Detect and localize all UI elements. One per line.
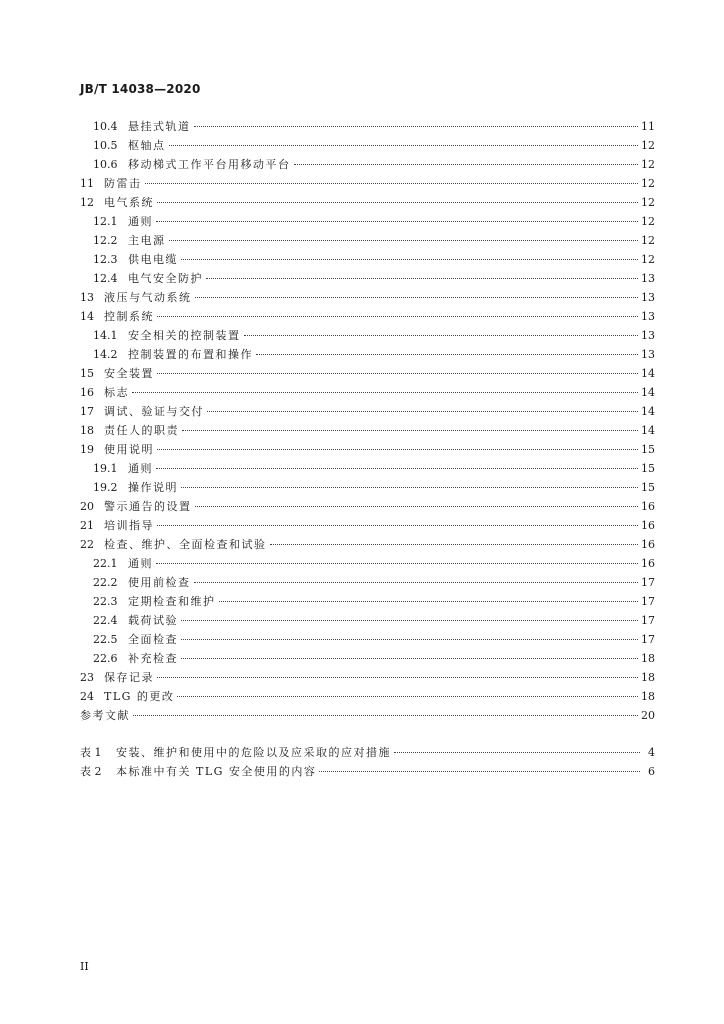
- toc-entry-title: 使用说明: [104, 443, 154, 456]
- toc-entry-page: 16: [641, 557, 655, 570]
- toc-entry-number: 22.2: [93, 576, 118, 589]
- dot-leader: [157, 372, 638, 374]
- toc-entry[interactable]: [80, 668, 655, 687]
- dot-leader: [181, 258, 638, 260]
- toc-entry[interactable]: [80, 554, 655, 573]
- toc-entry-number: 10.6: [93, 158, 118, 171]
- dot-leader: [256, 353, 638, 355]
- toc-entry-page: 17: [641, 576, 655, 589]
- toc-entry[interactable]: [80, 421, 655, 440]
- dot-leader: [181, 657, 638, 659]
- toc-entry-page: 14: [641, 424, 655, 437]
- toc-entry[interactable]: [80, 630, 655, 649]
- toc-entry-title: 通则: [128, 462, 153, 475]
- toc-entry[interactable]: [80, 497, 655, 516]
- dot-leader: [181, 486, 638, 488]
- toc-entry-number: 22.1: [93, 557, 118, 570]
- toc-entry-page: 20: [641, 709, 655, 722]
- dot-leader: [194, 125, 639, 127]
- toc-entry-number: 16: [80, 386, 94, 399]
- toc-entry-page: 18: [641, 652, 655, 665]
- toc-entry-page: 17: [641, 614, 655, 627]
- toc-entry-title: 安装、维护和使用中的危险以及应采取的应对措施: [116, 746, 391, 759]
- toc-entry-title: 安全相关的控制装置: [128, 329, 241, 342]
- document-code: JB/T 14038—2020: [80, 82, 201, 96]
- toc-entry-page: 12: [641, 139, 655, 152]
- toc-entry-number: 22.4: [93, 614, 118, 627]
- toc-entry-number: 12.3: [93, 253, 118, 266]
- toc-entry[interactable]: [80, 573, 655, 592]
- toc-entry-number: 10.5: [93, 139, 118, 152]
- toc-entry-number: 表 2: [80, 765, 102, 778]
- dot-leader: [244, 334, 639, 336]
- toc-entry-page: 16: [641, 500, 655, 513]
- toc-entry[interactable]: [80, 611, 655, 630]
- toc-entry-number: 18: [80, 424, 94, 437]
- toc-entry-title: 移动梯式工作平台用移动平台: [128, 158, 291, 171]
- toc-entry[interactable]: [80, 174, 655, 193]
- toc-entry[interactable]: [80, 212, 655, 231]
- toc-entry-page: 13: [641, 329, 655, 342]
- dot-leader: [157, 201, 638, 203]
- toc-entry-title: 全面检查: [128, 633, 178, 646]
- toc-entry[interactable]: [80, 136, 655, 155]
- toc-entry-title: 保存记录: [104, 671, 154, 684]
- dot-leader: [156, 220, 638, 222]
- toc-entry-page: 14: [641, 386, 655, 399]
- dot-leader: [195, 505, 639, 507]
- toc-entry-page: 18: [641, 671, 655, 684]
- toc-entry-title: 控制系统: [104, 310, 154, 323]
- toc-entry-number: 19.1: [93, 462, 118, 475]
- toc-entry-number: 14: [80, 310, 94, 323]
- toc-entry-number: 10.4: [93, 120, 118, 133]
- dot-leader: [181, 638, 638, 640]
- toc-entry-page: 13: [641, 348, 655, 361]
- toc-entry-page: 15: [641, 481, 655, 494]
- toc-entry-page: 14: [641, 367, 655, 380]
- toc-entry-page: 16: [641, 519, 655, 532]
- toc-entry-title: 检查、维护、全面检查和试验: [104, 538, 267, 551]
- toc-entry-number: 14.2: [93, 348, 118, 361]
- toc-entry-page: 11: [641, 120, 655, 133]
- toc-entry-page: 12: [641, 158, 655, 171]
- toc-entry[interactable]: [80, 117, 655, 136]
- toc-entry-page: 17: [641, 595, 655, 608]
- toc-entry-page: 18: [641, 690, 655, 703]
- toc-entry[interactable]: [80, 459, 655, 478]
- toc-entry-title: 悬挂式轨道: [128, 120, 191, 133]
- toc-entry-number: 22.5: [93, 633, 118, 646]
- toc-entry-number: 12.1: [93, 215, 118, 228]
- toc-entry-number: 13: [80, 291, 94, 304]
- toc-entry[interactable]: [80, 402, 655, 421]
- toc-entry-number: 22.6: [93, 652, 118, 665]
- dot-leader: [394, 751, 640, 753]
- dot-leader: [169, 239, 639, 241]
- toc-entry-title: 电气系统: [104, 196, 154, 209]
- dot-leader: [319, 770, 640, 772]
- dot-leader: [181, 619, 638, 621]
- toc-entry[interactable]: [80, 592, 655, 611]
- toc-entry-page: 6: [648, 765, 655, 778]
- toc-entry[interactable]: [80, 478, 655, 497]
- dot-leader: [169, 144, 639, 146]
- dot-leader: [219, 600, 639, 602]
- toc-entry[interactable]: [80, 383, 655, 402]
- page-number: II: [80, 960, 89, 973]
- toc-entry-title: 供电电缆: [128, 253, 178, 266]
- toc-entry-title: 电气安全防护: [128, 272, 203, 285]
- dot-leader: [157, 448, 638, 450]
- toc-entry-page: 4: [648, 746, 655, 759]
- dot-leader: [145, 182, 639, 184]
- dot-leader: [157, 524, 638, 526]
- toc-entry-title: 液压与气动系统: [104, 291, 192, 304]
- toc-entry-number: 12.4: [93, 272, 118, 285]
- toc-entry-number: 14.1: [93, 329, 118, 342]
- toc-entry[interactable]: [80, 516, 655, 535]
- dot-leader: [194, 581, 639, 583]
- toc-entry-title: 操作说明: [128, 481, 178, 494]
- toc-entry-title: 本标准中有关 TLG 安全使用的内容: [116, 765, 317, 778]
- toc-entry-title: 调试、验证与交付: [104, 405, 204, 418]
- toc-entry-number: 24: [80, 690, 94, 703]
- toc-entry-title: 使用前检查: [128, 576, 191, 589]
- toc-entry-title: 主电源: [128, 234, 166, 247]
- toc-entry[interactable]: [80, 307, 655, 326]
- dot-leader: [157, 676, 638, 678]
- table-list-entry[interactable]: [80, 762, 655, 781]
- toc-entry-page: 13: [641, 291, 655, 304]
- dot-leader: [206, 277, 638, 279]
- toc-entry-title: 补充检查: [128, 652, 178, 665]
- toc-entry-number: 表 1: [80, 746, 102, 759]
- toc-entry-title: 通则: [128, 557, 153, 570]
- toc-entry[interactable]: [80, 535, 655, 554]
- toc-entry-page: 17: [641, 633, 655, 646]
- toc-entry-title: 定期检查和维护: [128, 595, 216, 608]
- dot-leader: [294, 163, 639, 165]
- toc-entry-page: 15: [641, 443, 655, 456]
- toc-entry[interactable]: [80, 193, 655, 212]
- toc-entry[interactable]: [80, 269, 655, 288]
- toc-entry-number: 20: [80, 500, 94, 513]
- toc-entry[interactable]: [80, 345, 655, 364]
- toc-entry[interactable]: [80, 250, 655, 269]
- toc-entry-page: 12: [641, 177, 655, 190]
- toc-entry-page: 16: [641, 538, 655, 551]
- dot-leader: [195, 296, 639, 298]
- toc-entry-page: 15: [641, 462, 655, 475]
- toc-entry-title: 培训指导: [104, 519, 154, 532]
- toc-entry-title: 警示通告的设置: [104, 500, 192, 513]
- toc-entry-number: 22.3: [93, 595, 118, 608]
- toc-entry-title: 标志: [104, 386, 129, 399]
- toc-entry-page: 13: [641, 272, 655, 285]
- dot-leader: [157, 315, 638, 317]
- toc-entry-title: 载荷试验: [128, 614, 178, 627]
- dot-leader: [133, 714, 638, 716]
- toc-entry-page: 12: [641, 215, 655, 228]
- table-of-contents: [80, 117, 655, 781]
- dot-leader: [156, 467, 638, 469]
- dot-leader: [270, 543, 639, 545]
- dot-leader: [156, 562, 638, 564]
- toc-entry-page: 12: [641, 253, 655, 266]
- toc-entry-number: 22: [80, 538, 94, 551]
- toc-entry[interactable]: [80, 706, 655, 725]
- toc-entry-page: 12: [641, 196, 655, 209]
- toc-entry[interactable]: [80, 440, 655, 459]
- toc-entry[interactable]: [80, 326, 655, 345]
- toc-entry[interactable]: [80, 288, 655, 307]
- toc-entry[interactable]: [80, 231, 655, 250]
- toc-entry-number: 19: [80, 443, 94, 456]
- toc-entry-title: 枢轴点: [128, 139, 166, 152]
- toc-entry-page: 13: [641, 310, 655, 323]
- toc-entry-title: TLG 的更改: [104, 690, 175, 703]
- toc-entry[interactable]: [80, 155, 655, 174]
- toc-entry-title: 安全装置: [104, 367, 154, 380]
- dot-leader: [207, 410, 638, 412]
- toc-entry-number: 19.2: [93, 481, 118, 494]
- toc-entry-number: 23: [80, 671, 94, 684]
- toc-entry-page: 12: [641, 234, 655, 247]
- toc-entry-number: 12: [80, 196, 94, 209]
- dot-leader: [182, 429, 638, 431]
- toc-entry-number: 21: [80, 519, 94, 532]
- toc-entry-number: 15: [80, 367, 94, 380]
- toc-entry-title: 责任人的职责: [104, 424, 179, 437]
- table-list-entry[interactable]: [80, 743, 655, 762]
- toc-entry-number: 17: [80, 405, 94, 418]
- toc-entry-page: 14: [641, 405, 655, 418]
- toc-entry-number: 11: [80, 177, 94, 190]
- dot-leader: [132, 391, 638, 393]
- toc-entry-title: 参考文献: [80, 709, 130, 722]
- toc-entry-title: 通则: [128, 215, 153, 228]
- toc-entry[interactable]: [80, 687, 655, 706]
- toc-entry[interactable]: [80, 364, 655, 383]
- toc-entry-title: 控制装置的布置和操作: [128, 348, 253, 361]
- toc-entry[interactable]: [80, 649, 655, 668]
- toc-entry-number: 12.2: [93, 234, 118, 247]
- toc-entry-title: 防雷击: [104, 177, 142, 190]
- dot-leader: [177, 695, 638, 697]
